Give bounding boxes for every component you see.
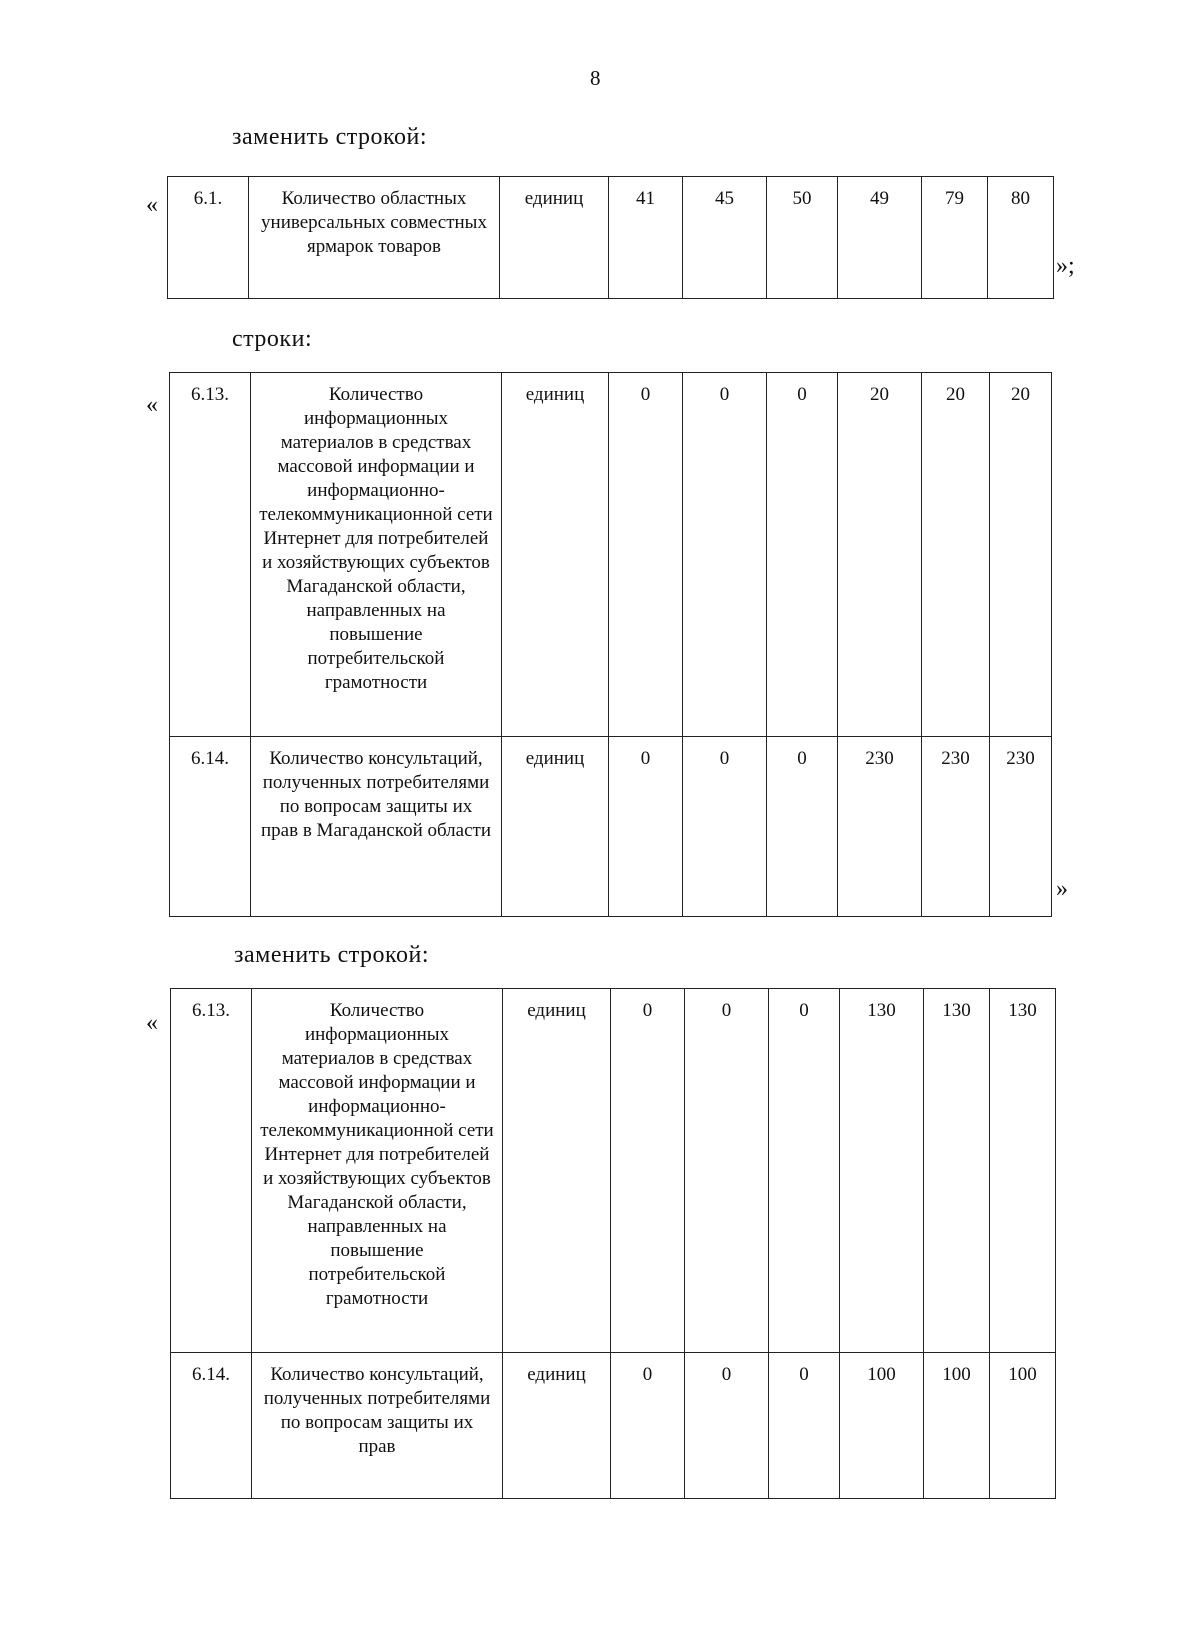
value-cell: 0	[685, 1353, 769, 1499]
value-cell: 0	[685, 989, 769, 1353]
table-original-rows-6-13-6-14	[169, 372, 1052, 917]
value-cell: 20	[922, 373, 990, 737]
value-cell: 20	[838, 373, 922, 737]
open-quote: «	[146, 392, 158, 418]
value-cell: 41	[609, 177, 683, 299]
value-cell: 0	[767, 373, 838, 737]
table-row	[170, 373, 1052, 737]
value-cell: 20	[990, 373, 1052, 737]
value-cell: 230	[922, 737, 990, 917]
value-cell: 0	[683, 737, 767, 917]
value-cell: 0	[683, 373, 767, 737]
value-cell: 230	[990, 737, 1052, 917]
close-quote: »;	[1056, 253, 1075, 279]
value-cell: 100	[990, 1353, 1056, 1499]
indicator-description: Количество консультаций, полученных потребителями по вопросам защиты их прав в Магаданской области	[251, 737, 502, 917]
close-quote: »	[1056, 876, 1068, 902]
table-replacement-rows-6-13-6-14	[170, 988, 1056, 1499]
value-cell: 230	[838, 737, 922, 917]
value-cell: 50	[767, 177, 838, 299]
value-cell: 100	[924, 1353, 990, 1499]
table-row	[171, 989, 1056, 1353]
value-cell: 0	[769, 989, 840, 1353]
value-cell: 130	[990, 989, 1056, 1353]
row-number: 6.14.	[171, 1353, 252, 1499]
value-cell: 100	[840, 1353, 924, 1499]
value-cell: 49	[838, 177, 922, 299]
instruction-replace-with-row: заменить строкой:	[234, 942, 429, 968]
table-row	[171, 1353, 1056, 1499]
unit-cell: единиц	[500, 177, 609, 299]
unit-cell: единиц	[502, 737, 609, 917]
instruction-replace-with-row: заменить строкой:	[232, 124, 427, 150]
value-cell: 130	[840, 989, 924, 1353]
value-cell: 0	[611, 989, 685, 1353]
value-cell: 130	[924, 989, 990, 1353]
row-number: 6.13.	[170, 373, 251, 737]
value-cell: 0	[609, 373, 683, 737]
table-row	[168, 177, 1054, 299]
open-quote: «	[146, 1010, 158, 1036]
table-replacement-row-6-1	[167, 176, 1054, 299]
unit-cell: единиц	[503, 1353, 611, 1499]
indicator-description: Количество областных универсальных совместных ярмарок товаров	[249, 177, 500, 299]
indicator-description: Количество консультаций, полученных потребителями по вопросам защиты их прав	[252, 1353, 503, 1499]
unit-cell: единиц	[502, 373, 609, 737]
value-cell: 80	[988, 177, 1054, 299]
indicator-description: Количество информационных материалов в средствах массовой информации и информационно-телекоммуникационной сети Интернет для потребителей и хозяйствующих субъектов Магаданской области, направленных на повышение потребительской грамотности	[252, 989, 503, 1353]
value-cell: 0	[769, 1353, 840, 1499]
value-cell: 0	[767, 737, 838, 917]
table-row	[170, 737, 1052, 917]
value-cell: 0	[609, 737, 683, 917]
row-number: 6.13.	[171, 989, 252, 1353]
value-cell: 0	[611, 1353, 685, 1499]
instruction-rows: строки:	[232, 326, 313, 352]
open-quote: «	[146, 192, 158, 218]
unit-cell: единиц	[503, 989, 611, 1353]
page-number: 8	[590, 66, 601, 90]
row-number: 6.1.	[168, 177, 249, 299]
value-cell: 79	[922, 177, 988, 299]
value-cell: 45	[683, 177, 767, 299]
indicator-description: Количество информационных материалов в средствах массовой информации и информационно-телекоммуникационной сети Интернет для потребителей и хозяйствующих субъектов Магаданской области, направленных на повышение потребительской грамотности	[251, 373, 502, 737]
row-number: 6.14.	[170, 737, 251, 917]
